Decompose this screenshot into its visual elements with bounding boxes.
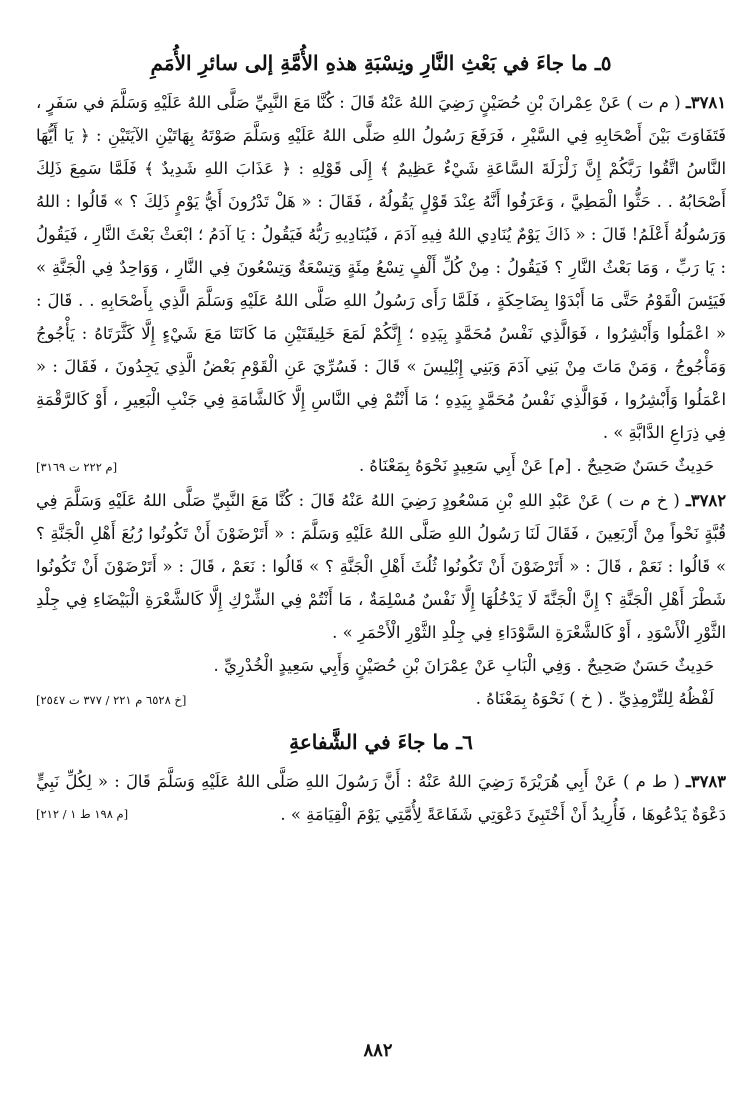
hadith-3781 (36, 86, 726, 449)
hadith-grade: حَدِيثٌ حَسَنٌ صَحِيحٌ . وَفِي الْبَابِ عَنْ عِمْرَانَ بْنِ حُصَيْنٍ وَأَبِي سَعِيدٍ الْخُدْرِيِّ . (213, 656, 714, 675)
hadith-number: ٣٧٨١ـ (685, 93, 726, 112)
hadith-number: ٣٧٨٢ـ (685, 491, 726, 510)
chapter-title-6: ٦ـ ما جاءَ في الشَّفاعةِ (289, 730, 473, 754)
source-reference: [خ ٦٥٢٨ م ٢٢١ / ٣٧٧ ت ٢٥٤٧] (36, 693, 187, 707)
hadith-3783 (36, 765, 726, 831)
hadith-text: ( ط م ) عَنْ أَبِي هُرَيْرَةَ رَضِيَ اللهُ عَنْهُ : أَنَّ رَسُولَ اللهِ صَلَّى اللهُ عَلَيْهِ وَسَلَّمَ قَالَ : « لِكُلِّ نَبِيٍّ دَعْوَةٌ يَدْعُوهَا ، فَأُرِيدُ أَنْ أَخْتَبِئَ دَعْوَتِي شَفَاعَةً لِأُمَّتِي يَوْمَ الْقِيَامَةِ » . (36, 772, 726, 824)
book-page (36, 48, 726, 1088)
hadith-3781-grade-row (36, 449, 726, 484)
source-reference: [م ٢٢٢ ت ٣١٦٩] (36, 460, 118, 474)
source-reference: [م ١٩٨ ط ١ / ٢١٢] (36, 807, 129, 821)
hadith-text: ( خ م ت ) عَنْ عَبْدِ اللهِ بْنِ مَسْعُودٍ رَضِيَ اللهُ عَنْهُ قَالَ : كُنَّا مَعَ النَّبِيِّ صَلَّى اللهُ عَلَيْهِ وَسَلَّمَ فِي قُبَّةٍ نَحْواً مِنْ أَرْبَعِينَ ، فَقَالَ لَنَا رَسُولُ اللهِ صَلَّى اللهُ عَلَيْهِ وَسَلَّمَ : « أَتَرْضَوْنَ أَنْ تَكُونُوا رُبُعَ أَهْلِ الْجَنَّةِ ؟ » قَالُوا : نَعَمْ ، قَالَ : « أَتَرْضَوْنَ أَنْ تَكُونُوا ثُلُثَ أَهْلِ الْجَنَّةِ ؟ » قَالُوا : نَعَمْ ، قَالَ : « أَتَرْضَوْنَ أَنْ تَكُونُوا شَطْرَ أَهْلِ الْجَنَّةِ ؟ إِنَّ الْجَنَّةَ لَا يَدْخُلُهَا إِلَّا نَفْسٌ مُسْلِمَةٌ ، مَا أَنْتُمْ فِي الشِّرْكِ إِلَّا كَالشَّعْرَةِ الْبَيْضَاءِ فِي جِلْدِ الثَّوْرِ الْأَسْوَدِ ، أَوْ كَالشَّعْرَةِ السَّوْدَاءِ فِي جِلْدِ الثَّوْرِ الْأَحْمَرِ » . (36, 491, 726, 642)
hadith-note: لَفْظُهُ لِلتِّرْمِذِيِّ . ( خ ) نَحْوَهُ بِمَعْنَاهُ . (475, 689, 714, 708)
page-number: ٨٨٢ (363, 1040, 393, 1061)
chapter-title-5: ٥ـ ما جاءَ في بَعْثِ النَّارِ ونِسْبَةِ هذهِ الأُمَّةِ إلى سائرِ الأُمَمِ (150, 51, 612, 75)
hadith-number: ٣٧٨٣ـ (685, 772, 726, 791)
hadith-text: ( م ت ) عَنْ عِمْرانَ بْنِ حُصَيْنٍ رَضِيَ اللهُ عَنْهُ قَالَ : كُنَّا مَعَ النَّبِيِّ صَلَّى اللهُ عَلَيْهِ وَسَلَّمَ في سَفَرٍ ، فَتَفَاوَتَ بَيْنَ أَصْحَابِهِ فِي السَّيْرِ ، فَرَفَعَ رَسُولُ اللهِ صَلَّى اللهُ عَلَيْهِ وَسَلَّمَ صَوْتَهُ بِهَاتَيْنِ الآيَتَيْنِ : ﴿ يَا أَيُّهَا النَّاسُ اتَّقُوا رَبَّكُمْ إِنَّ زَلْزَلَةَ السَّاعَةِ شَيْءٌ عَظِيمٌ ﴾ إِلَى قَوْلِهِ : ﴿ عَذَابَ اللهِ شَدِيدٌ ﴾ فَلَمَّا سَمِعَ ذَلِكَ أَصْحَابُهُ . . حَثُّوا الْمَطِيَّ ، وَعَرَفُوا أَنَّهُ عِنْدَ قَوْلٍ يَقُولُهُ ، فَقَالَ : « هَلْ تَدْرُونَ أَيُّ يَوْمٍ ذَلِكَ ؟ » قَالُوا : اللهُ وَرَسُولُهُ أَعْلَمُ! قَالَ : « ذَاكَ يَوْمٌ يُنَادِي اللهُ فِيهِ آدَمَ ، فَيُنَادِيهِ رَبُّهُ فَيَقُولُ : يَا آدَمُ ؛ ابْعَثْ بَعْثَ النَّارِ ، فَيَقُولُ : يَا رَبِّ ، وَمَا بَعْثُ النَّارِ ؟ فَيَقُولُ : مِنْ كُلِّ أَلْفٍ تِسْعُ مِئَةٍ وَتِسْعَةٌ وَتِسْعُونَ فِي النَّارِ ، وَوَاحِدٌ فِي الْجَنَّةِ » فَيَئِسَ الْقَوْمُ حَتَّى مَا أَبْدَوْا بِضَاحِكَةٍ ، فَلَمَّا رَأَى رَسُولُ اللهِ صَلَّى اللهُ عَلَيْهِ وَسَلَّمَ الَّذِي بِأَصْحَابِهِ . . قَالَ : « اعْمَلُوا وَأَبْشِرُوا ، فَوَالَّذِي نَفْسُ مُحَمَّدٍ بِيَدِهِ ؛ إِنَّكُمْ لَمَعَ خَلِيقَتَيْنِ مَا كَانَتَا مَعَ شَيْءٍ إِلَّا كَثَّرَتَاهُ : يَأْجُوجُ وَمَأْجُوجُ ، وَمَنْ مَاتَ مِنْ بَنِي آدَمَ وَبَنِي إِبْلِيسَ » قَالَ : فَسُرِّيَ عَنِ الْقَوْمِ بَعْضُ الَّذِي يَجِدُونَ ، فَقَالَ : « اعْمَلُوا وَأَبْشِرُوا ، فَوَالَّذِي نَفْسُ مُحَمَّدٍ بِيَدِهِ ؛ مَا أَنْتُمْ فِي النَّاسِ إِلَّا كَالشَّامَةِ فِي جَنْبِ الْبَعِيرِ ، أَوْ كَالرَّقْمَةِ فِي ذِرَاعِ الدَّابَّةِ » . (36, 93, 726, 442)
hadith-grade: حَدِيثٌ حَسَنٌ صَحِيحٌ . [م] عَنْ أَبِي سَعِيدٍ نَحْوَهُ بِمَعْنَاهُ . (359, 456, 714, 475)
hadith-3782-note-row (36, 682, 726, 717)
hadith-3782 (36, 484, 726, 649)
